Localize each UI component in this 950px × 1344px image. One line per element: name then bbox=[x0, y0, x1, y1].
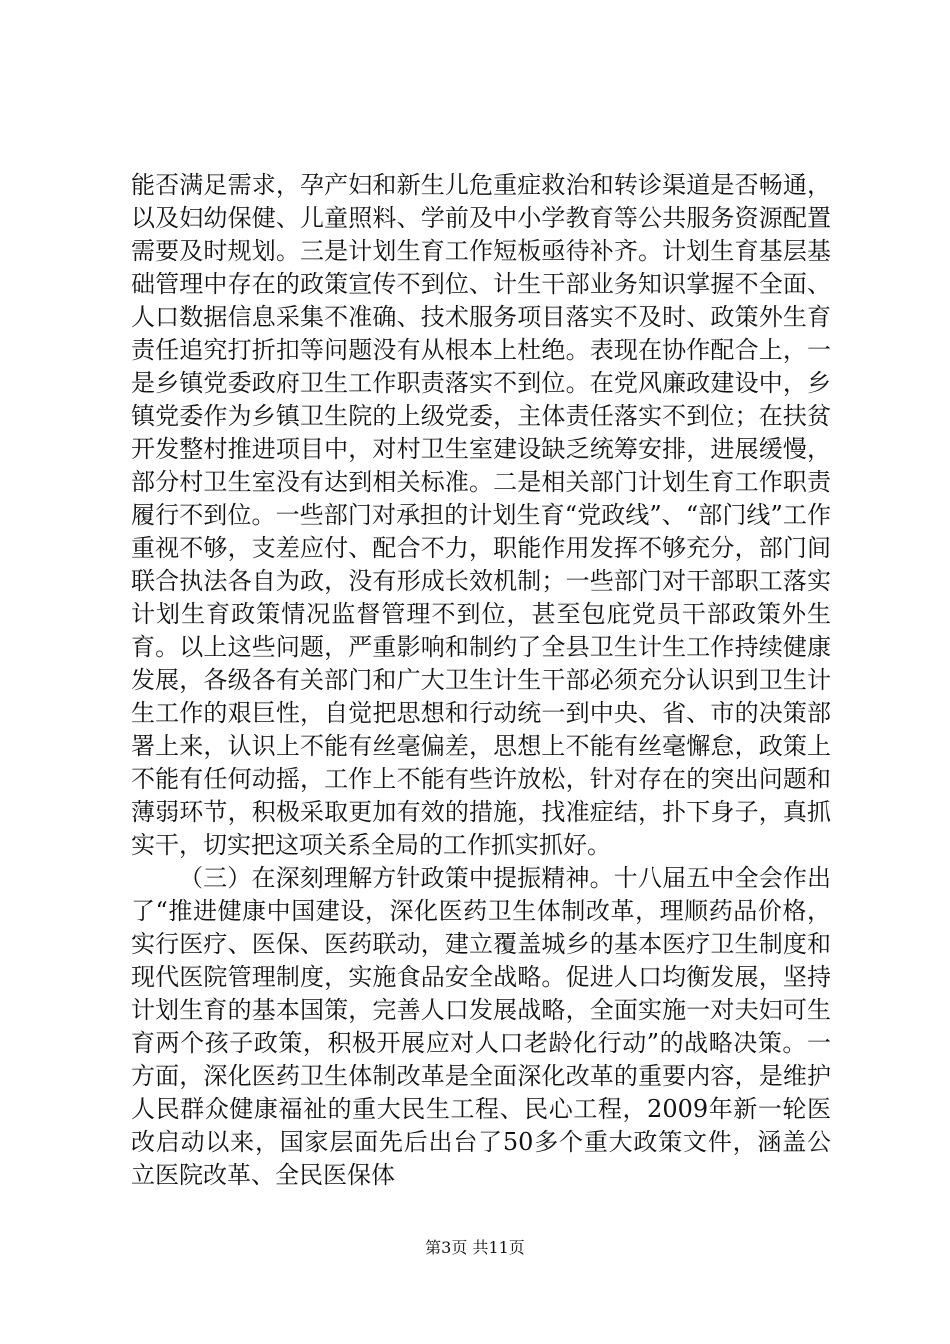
body-text bbox=[131, 169, 831, 1192]
paragraph-continuation: 能否满足需求，孕产妇和新生儿危重症救治和转诊渠道是否畅通，以及妇幼保健、儿童照料、学前及中小学教育等公共服务资源配置需要及时规划。三是计划生育工作短板亟待补齐。计划生育基层基础管理中存在的政策宣传不到位、计生干部业务知识掌握不全面、人口数据信息采集不准确、技术服务项目落实不及时、政策外生育责任追究打折扣等问题没有从根本上杜绝。表现在协作配合上，一是乡镇党委政府卫生工作职责落实不到位。在党风廉政建设中，乡镇党委作为乡镇卫生院的上级党委，主体责任落实不到位；在扶贫开发整村推进项目中，对村卫生室建设缺乏统筹安排，进展缓慢，部分村卫生室没有达到相关标准。二是相关部门计划生育工作职责履行不到位。一些部门对承担的计划生育“党政线”、“部门线”工作重视不够，支差应付、配合不力，职能作用发挥不够充分，部门间联合执法各自为政，没有形成长效机制；一些部门对干部职工落实计划生育政策情况监督管理不到位，甚至包庇党员干部政策外生育。以上这些问题，严重影响和制约了全县卫生计生工作持续健康发展，各级各有关部门和广大卫生计生干部必须充分认识到卫生计生工作的艰巨性，自觉把思想和行动统一到中央、省、市的决策部署上来，认识上不能有丝毫偏差，思想上不能有丝毫懈怠，政策上不能有任何动摇，工作上不能有些许放松，针对存在的突出问题和薄弱环节，积极采取更加有效的措施，找准症结，扑下身子，真抓实干，切实把这项关系全局的工作抓实抓好。 bbox=[131, 171, 831, 859]
page-footer: 第3页 共11页 bbox=[425, 1238, 525, 1257]
paragraph-section-three: （三）在深刻理解方针政策中提振精神。十八届五中全会作出了“推进健康中国建设，深化医药卫生体制改革，理顺药品价格，实行医疗、医保、医药联动，建立覆盖城乡的基本医疗卫生制度和现代医院管理制度，实施食品安全战略。促进人口均衡发展，坚持计划生育的基本国策，完善人口发展战略，全面实施一对夫妇可生育两个孩子政策，积极开展应对人口老龄化行动”的战略决策。一方面，深化医药卫生体制改革是全面深化改革的重要内容，是维护人民群众健康福祉的重大民生工程、民心工程，2009年新一轮医改启动以来，国家层面先后出台了50多个重大政策文件，涵盖公立医院改革、全民医保体 bbox=[131, 864, 831, 1189]
